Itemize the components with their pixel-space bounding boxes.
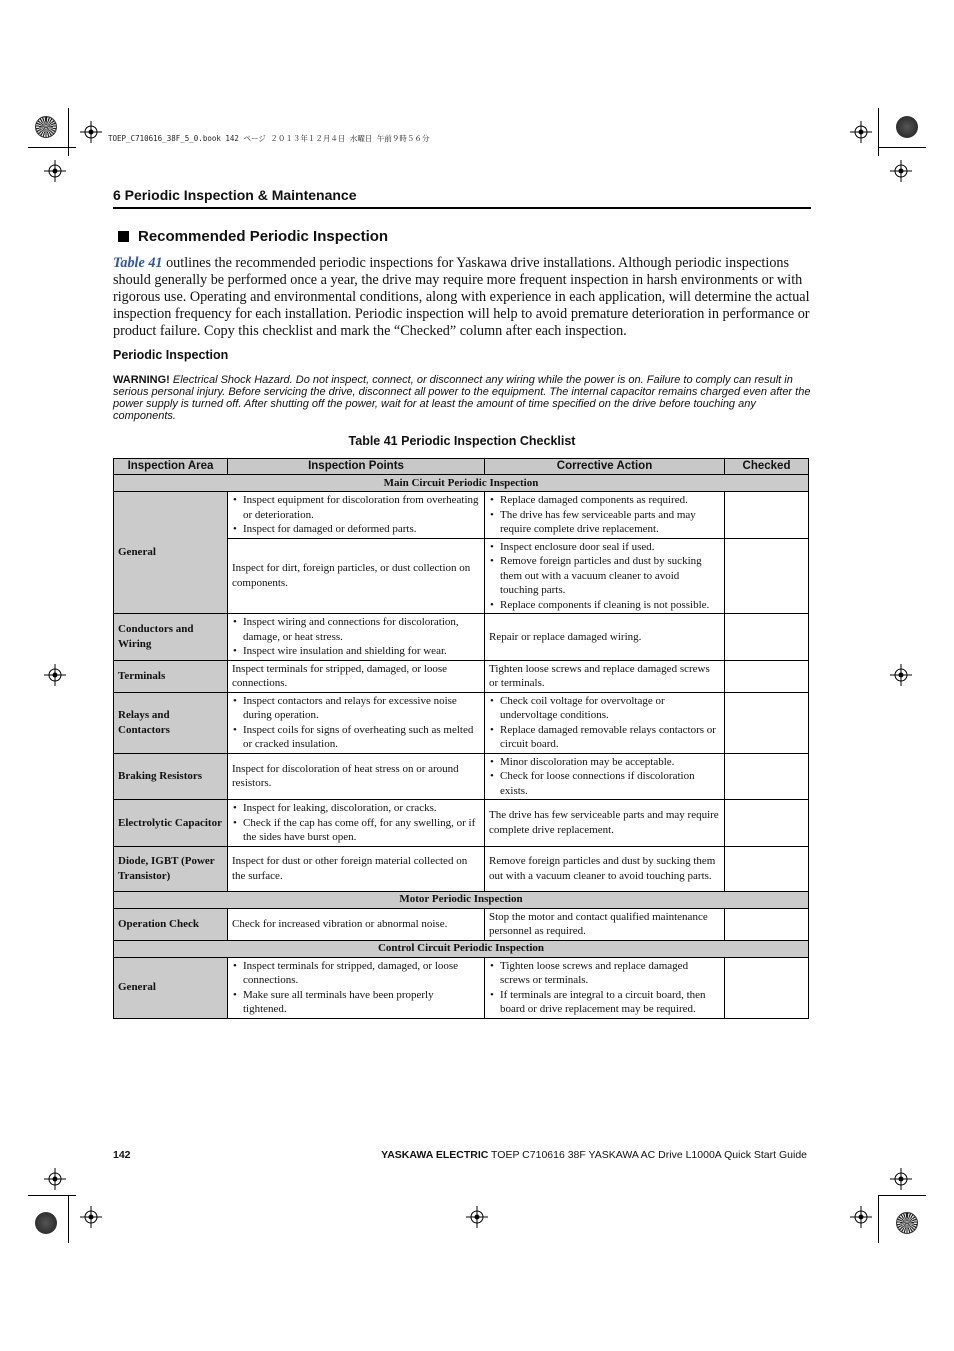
action-cell: The drive has few serviceable parts and may require complete drive replacement. [485, 800, 725, 847]
inspection-checklist-table [113, 458, 809, 1019]
action-cell [485, 753, 725, 800]
area-cell: General [114, 957, 228, 1018]
crop-line [68, 108, 69, 156]
periodic-inspection-label: Periodic Inspection [113, 348, 229, 362]
checked-cell[interactable] [725, 660, 809, 692]
warning-label: WARNING! [113, 374, 170, 386]
action-cell: Tighten loose screws and replace damaged screws or terminals. [485, 660, 725, 692]
checked-cell[interactable] [725, 846, 809, 891]
checked-cell[interactable] [725, 492, 809, 539]
list-item: • Inspect for damaged or deformed parts. [232, 522, 480, 537]
list-item: • Replace components if cleaning is not possible. [489, 598, 720, 613]
header-checked: Checked [725, 459, 809, 475]
crop-line [878, 108, 879, 156]
crop-line [878, 1195, 926, 1196]
list-item: • The drive has few serviceable parts and may require complete drive replacement. [489, 508, 720, 537]
group-main-circuit: Main Circuit Periodic Inspection [114, 475, 809, 492]
action-cell [485, 692, 725, 753]
table-row [114, 614, 809, 661]
registration-disc-icon [35, 1212, 57, 1234]
list-item: • Inspect wire insulation and shielding for wear. [232, 644, 480, 659]
checked-cell[interactable] [725, 614, 809, 661]
crop-line [28, 147, 76, 148]
list-item: • Inspect enclosure door seal if used. [489, 540, 720, 555]
group-row [114, 891, 809, 908]
action-cell: Stop the motor and contact qualified maintenance personnel as required. [485, 908, 725, 940]
crosshair-icon [44, 1168, 66, 1190]
group-row [114, 940, 809, 957]
page-number: 142 [113, 1149, 131, 1161]
table-row [114, 800, 809, 847]
crosshair-icon [44, 160, 66, 182]
table-row [114, 753, 809, 800]
area-cell: Terminals [114, 660, 228, 692]
points-cell: Inspect for dust or other foreign material collected on the surface. [228, 846, 485, 891]
header-inspection-points: Inspection Points [228, 459, 485, 475]
footer-doc-title: TOEP C710616 38F YASKAWA AC Drive L1000A Quick Start Guide [488, 1149, 807, 1161]
action-cell [485, 538, 725, 614]
area-cell: Operation Check [114, 908, 228, 940]
group-motor: Motor Periodic Inspection [114, 891, 809, 908]
points-cell [228, 957, 485, 1018]
crosshair-icon [850, 1206, 872, 1228]
action-cell [485, 492, 725, 539]
registration-disc-icon [35, 116, 57, 138]
intro-paragraph [113, 255, 811, 340]
points-cell: Inspect for dirt, foreign particles, or dust collection on components. [228, 538, 485, 614]
checked-cell[interactable] [725, 753, 809, 800]
crop-line [878, 147, 926, 148]
crosshair-icon [80, 121, 102, 143]
table-header-row [114, 459, 809, 475]
list-item: • Tighten loose screws and replace damaged screws or terminals. [489, 959, 720, 988]
table-row [114, 660, 809, 692]
area-cell: Conductors and Wiring [114, 614, 228, 661]
area-cell: Relays and Contactors [114, 692, 228, 753]
registration-disc-icon [896, 1212, 918, 1234]
table-41-link[interactable]: Table 41 [113, 255, 163, 271]
points-cell [228, 800, 485, 847]
checked-cell[interactable] [725, 800, 809, 847]
crosshair-icon [890, 664, 912, 686]
section-header: 6 Periodic Inspection & Maintenance [113, 187, 811, 209]
checked-cell[interactable] [725, 957, 809, 1018]
list-item: • Check if the cap has come off, for any swelling, or if the sides have burst open. [232, 816, 480, 845]
action-cell [485, 957, 725, 1018]
list-item: • Replace damaged components as required. [489, 493, 720, 508]
print-meta: TOEP_C710616_38F_5_0.book 142 ページ ２０１３年１２月４日 水曜日 午前９時５６分 [108, 134, 430, 143]
list-item: • Inspect for leaking, discoloration, or cracks. [232, 801, 480, 816]
area-cell: Electrolytic Capacitor [114, 800, 228, 847]
area-cell: Diode, IGBT (Power Transistor) [114, 846, 228, 891]
intro-text: outlines the recommended periodic inspections for Yaskawa drive installations. Although periodic inspections should generally be performed once a year, the drive may require more frequent inspection in harsh environments or with rigorous use. Operating and environmental conditions, along with experience in each application, will determine the actual inspection frequency for each installation. Periodic inspection will help to avoid premature deterioration in performance or product failure. Copy this checklist and mark the “Checked” column after each inspection. [113, 255, 810, 339]
list-item: • Check coil voltage for overvoltage or undervoltage conditions. [489, 694, 720, 723]
subheading [118, 228, 388, 245]
table-caption: Table 41 Periodic Inspection Checklist [348, 434, 576, 448]
action-cell: Repair or replace damaged wiring. [485, 614, 725, 661]
points-cell [228, 492, 485, 539]
crosshair-icon [890, 1168, 912, 1190]
crop-line [28, 1195, 76, 1196]
list-item: • Minor discoloration may be acceptable. [489, 755, 720, 770]
points-cell [228, 614, 485, 661]
crop-line [878, 1195, 879, 1243]
table-row [114, 908, 809, 940]
list-item: • Inspect terminals for stripped, damaged, or loose connections. [232, 959, 480, 988]
warning-text: Electrical Shock Hazard. Do not inspect, connect, or disconnect any wiring while the power is on. Failure to comply can result in serious personal injury. Before servicing the drive, disconnect all power to the equipment. The internal capacitor remains charged even after the power supply is turned off. After shutting off the power, wait for at least the amount of time specified on the drive before touching any components. [113, 374, 811, 422]
table-row [114, 692, 809, 753]
footer-brand: YASKAWA ELECTRIC [381, 1149, 489, 1161]
table-row [114, 846, 809, 891]
checked-cell[interactable] [725, 908, 809, 940]
header-inspection-area: Inspection Area [114, 459, 228, 475]
list-item: • Inspect wiring and connections for discoloration, damage, or heat stress. [232, 615, 480, 644]
group-control-circuit: Control Circuit Periodic Inspection [114, 940, 809, 957]
crop-line [68, 1195, 69, 1243]
crosshair-icon [80, 1206, 102, 1228]
warning-note [113, 374, 813, 422]
list-item: • Inspect equipment for discoloration from overheating or deterioration. [232, 493, 480, 522]
list-item: • Inspect coils for signs of overheating such as melted or cracked insulation. [232, 723, 480, 752]
crosshair-icon [44, 664, 66, 686]
footer-doc-info [381, 1149, 807, 1161]
points-cell: Inspect terminals for stripped, damaged, or loose connections. [228, 660, 485, 692]
list-item: • Replace damaged removable relays contactors or circuit board. [489, 723, 720, 752]
crosshair-icon [850, 121, 872, 143]
list-item: • Check for loose connections if discoloration exists. [489, 769, 720, 798]
action-cell: Remove foreign particles and dust by sucking them out with a vacuum cleaner to avoid touching parts. [485, 846, 725, 891]
subheading-text: Recommended Periodic Inspection [138, 228, 389, 245]
crosshair-icon [466, 1206, 488, 1228]
square-bullet-icon [118, 231, 129, 242]
table-row [114, 957, 809, 1018]
area-cell: Braking Resistors [114, 753, 228, 800]
list-item: • Inspect contactors and relays for excessive noise during operation. [232, 694, 480, 723]
area-cell: General [114, 492, 228, 614]
checked-cell[interactable] [725, 692, 809, 753]
points-cell [228, 692, 485, 753]
list-item: • Remove foreign particles and dust by sucking them out with a vacuum cleaner to avoid touching parts. [489, 554, 720, 598]
crosshair-icon [890, 160, 912, 182]
group-row [114, 475, 809, 492]
list-item: • Make sure all terminals have been properly tightened. [232, 988, 480, 1017]
registration-disc-icon [896, 116, 918, 138]
list-item: • If terminals are integral to a circuit board, then board or drive replacement may be required. [489, 988, 720, 1017]
points-cell: Check for increased vibration or abnormal noise. [228, 908, 485, 940]
checked-cell[interactable] [725, 538, 809, 614]
table-row [114, 492, 809, 539]
header-corrective-action: Corrective Action [485, 459, 725, 475]
points-cell: Inspect for discoloration of heat stress on or around resistors. [228, 753, 485, 800]
